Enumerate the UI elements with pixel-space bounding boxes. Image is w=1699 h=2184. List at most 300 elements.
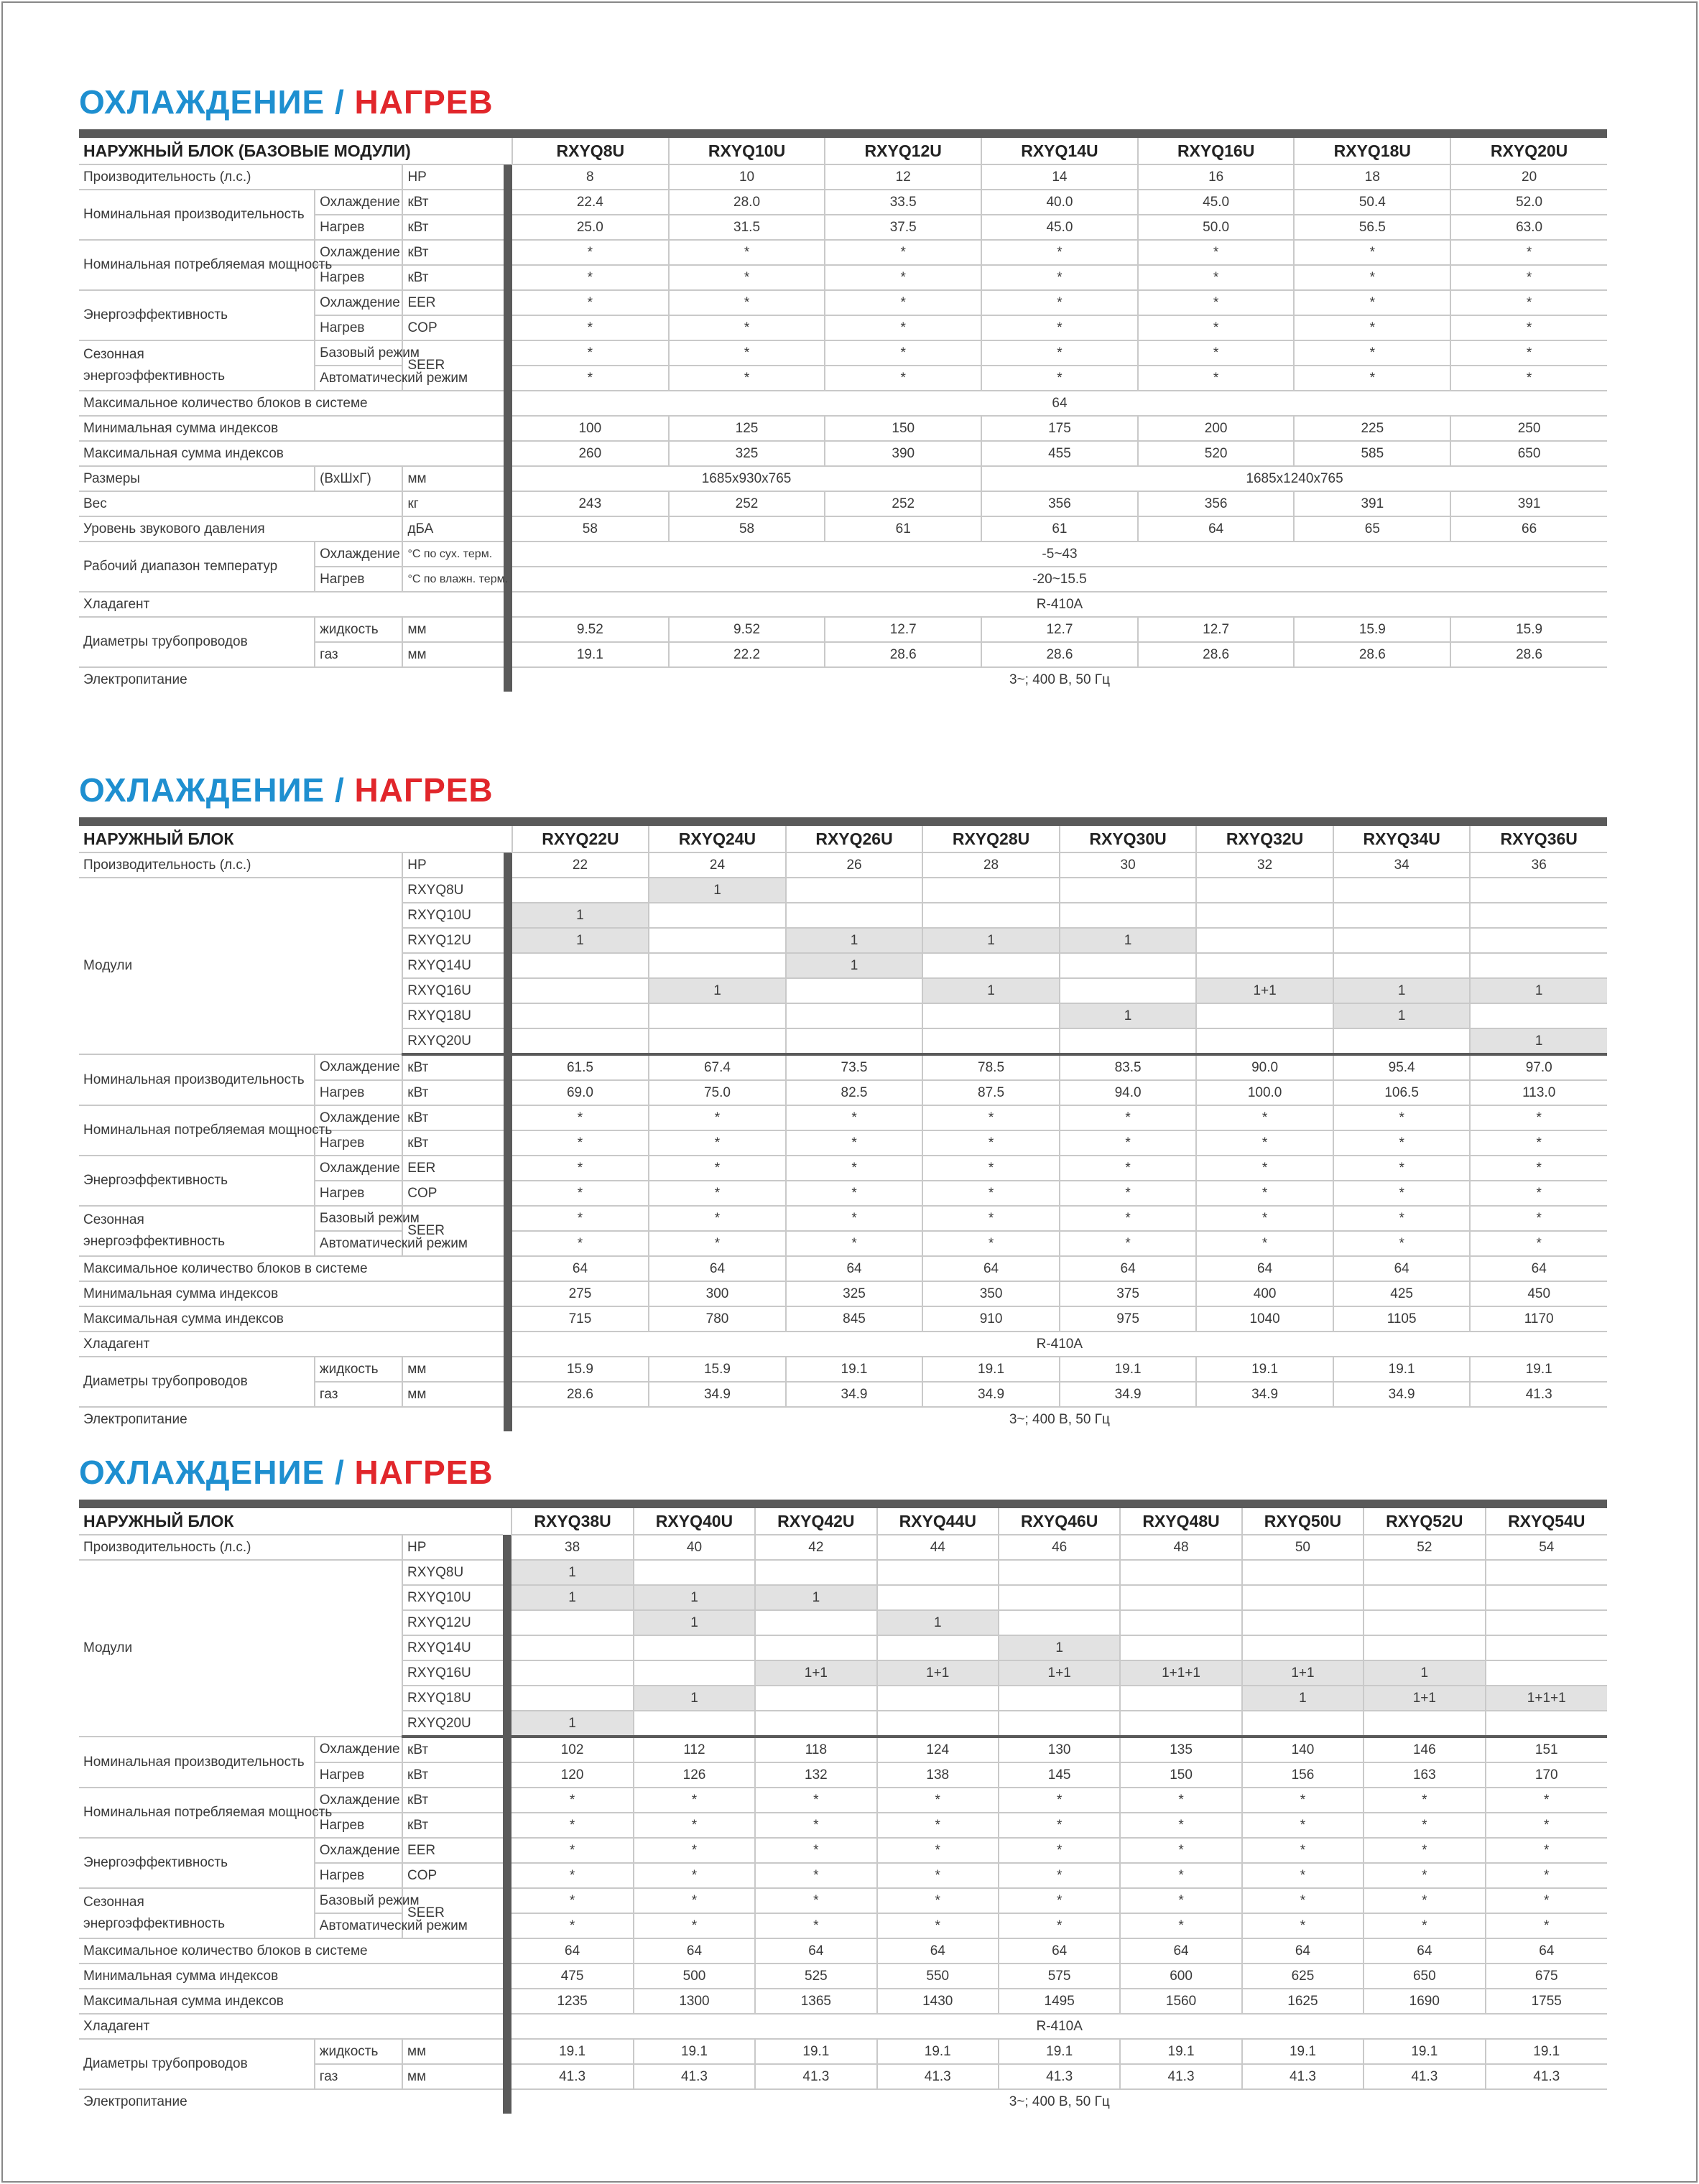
table-cell: Модули [79,1560,402,1737]
divider-bar [504,416,512,441]
model-header: RXYQ54U [1486,1504,1607,1535]
value-cell: 64 [1242,1938,1364,1964]
value-cell: 12 [825,164,981,190]
table-cell: газ [315,2064,402,2089]
value-cell: 163 [1364,1762,1485,1788]
value-cell: 28.6 [1138,642,1295,667]
value-cell: * [634,1863,755,1888]
value-cell: 19.1 [511,2039,633,2064]
value-cell: * [877,1838,999,1863]
value-cell: * [999,1813,1120,1838]
value-cell: * [1120,1913,1241,1938]
value-cell: 64 [922,1256,1060,1281]
table-cell: SEER [402,1206,503,1256]
table-cell: Охлаждение [315,1105,402,1130]
value-cell: * [1120,1788,1241,1813]
value-cell: * [1294,290,1450,315]
model-header: RXYQ32U [1196,822,1333,852]
model-header: RXYQ34U [1333,822,1471,852]
module-count [922,903,1060,928]
value-cell: 64 [786,1256,923,1281]
table-cell: Нагрев [315,265,402,290]
table-cell: Рабочий диапазон температур [79,542,315,592]
module-name: RXYQ12U [402,928,503,953]
module-count [999,1610,1120,1635]
value-cell: * [1138,290,1295,315]
module-count [1486,1585,1607,1610]
value-cell: 650 [1364,1964,1485,1989]
module-count [1470,903,1607,928]
table-row [79,290,1607,315]
value-cell: 34 [1333,852,1471,878]
table-row [79,1357,1607,1382]
value-cell: * [825,265,981,290]
table-row [79,667,1607,692]
value-cell: 34.9 [1196,1382,1333,1407]
table-cell: Автоматический режим [315,1913,402,1938]
section-title: ОХЛАЖДЕНИЕ / НАГРЕВ [79,1454,494,1491]
module-count: 1 [1333,978,1471,1003]
divider-bar [504,1181,512,1206]
module-count: 1+1 [755,1660,876,1686]
value-cell: 126 [634,1762,755,1788]
divider-bar [503,2064,511,2089]
value-cell: R-410A [512,1332,1607,1357]
value-cell: * [1120,1838,1241,1863]
table-cell: Максимальное количество блоков в системе [79,1256,504,1281]
value-cell: 600 [1120,1964,1241,1989]
value-cell: 36 [1470,852,1607,878]
value-cell: 475 [511,1964,633,1989]
table-row [79,1504,1607,1535]
module-count [922,1003,1060,1028]
divider-bar [504,340,512,366]
value-cell: 450 [1470,1281,1607,1306]
value-cell: * [511,1788,633,1813]
value-cell: * [1333,1156,1471,1181]
divider-bar [504,1231,512,1256]
value-cell: 300 [649,1281,786,1306]
value-cell: 19.1 [634,2039,755,2064]
spec-table-38-54 [79,1500,1607,2114]
divider-bar [503,1788,511,1813]
module-count [1486,1660,1607,1686]
value-cell: 65 [1294,516,1450,542]
table-row [79,1938,1607,1964]
value-cell: 41.3 [999,2064,1120,2089]
value-cell: * [922,1231,1060,1256]
value-cell: 252 [669,491,825,516]
value-cell: 243 [512,491,669,516]
module-count: 1+1 [1242,1660,1364,1686]
table-row [79,1281,1607,1306]
table-cell: Номинальная производительность [79,1737,315,1788]
module-count [649,903,786,928]
value-cell: * [1470,1181,1607,1206]
value-cell: 1625 [1242,1989,1364,2014]
module-count [877,1635,999,1660]
divider-bar [504,878,512,903]
value-cell: 138 [877,1762,999,1788]
value-cell: R-410A [512,592,1607,617]
value-cell: 22.2 [669,642,825,667]
value-cell: * [1196,1130,1333,1156]
value-cell: * [669,290,825,315]
value-cell: 146 [1364,1737,1485,1762]
value-cell: 61 [981,516,1138,542]
divider-bar [504,953,512,978]
value-cell: * [1196,1206,1333,1231]
table-cell [79,1888,315,1938]
value-cell: * [922,1156,1060,1181]
divider-bar [503,1762,511,1788]
model-header: RXYQ22U [512,822,649,852]
value-cell: 41.3 [634,2064,755,2089]
table-cell: Производительность (л.с.) [79,1535,402,1560]
value-cell: * [786,1156,923,1181]
divider-bar [503,1813,511,1838]
table-cell: Номинальная потребляемая мощность [79,1788,315,1838]
module-count [1196,903,1333,928]
value-cell: 350 [922,1281,1060,1306]
value-cell: 550 [877,1964,999,1989]
value-cell: 845 [786,1306,923,1332]
table-cell: кВт [402,1105,503,1130]
value-cell: 14 [981,164,1138,190]
module-count [1060,1028,1197,1054]
divider-bar [504,215,512,240]
spec-table-base [79,129,1607,692]
table-cell: Номинальная производительность [79,1054,315,1105]
value-cell: 390 [825,441,981,466]
value-cell: 64 [1196,1256,1333,1281]
value-cell: * [981,265,1138,290]
module-count [1470,1003,1607,1028]
module-count [1120,1610,1241,1635]
table-row [79,1560,1607,1585]
module-count [1242,1711,1364,1737]
divider-bar [504,134,512,164]
table-cell: жидкость [315,2039,402,2064]
divider-bar [504,240,512,265]
table-cell: Максимальное количество блоков в системе [79,391,504,416]
value-cell: 118 [755,1737,876,1762]
value-cell: * [1486,1838,1607,1863]
table-row [79,1206,1607,1231]
value-cell: * [511,1838,633,1863]
divider-bar [504,1281,512,1306]
value-cell: * [1196,1181,1333,1206]
value-cell: * [825,366,981,391]
value-cell: 95.4 [1333,1054,1471,1080]
module-count [877,1711,999,1737]
divider-bar [504,466,512,491]
value-cell: 100 [512,416,669,441]
model-header: RXYQ50U [1242,1504,1364,1535]
value-cell: * [999,1913,1120,1938]
value-cell: 10 [669,164,825,190]
module-count [649,928,786,953]
model-header: RXYQ48U [1120,1504,1241,1535]
table-cell: Нагрев [315,1762,402,1788]
module-count: 1 [1470,1028,1607,1054]
value-cell: * [1450,240,1607,265]
value-cell: 30 [1060,852,1197,878]
table-cell: Нагрев [315,1080,402,1105]
value-cell: 113.0 [1470,1080,1607,1105]
table-cell: Базовый режим [315,1206,402,1231]
value-cell: * [1196,1231,1333,1256]
module-count: 1+1 [1196,978,1333,1003]
table-cell: Максимальная сумма индексов [79,1306,504,1332]
module-count [1333,953,1471,978]
spec-table-22-36 [79,817,1607,1431]
value-cell: * [512,1130,649,1156]
table-cell: кВт [402,1080,503,1105]
table-cell: SEER [402,340,503,391]
value-cell: 19.1 [922,1357,1060,1382]
value-cell: 150 [1120,1762,1241,1788]
table-cell: SEER [402,1888,503,1938]
module-count [922,1028,1060,1054]
value-cell: 34.9 [649,1382,786,1407]
value-cell: 28.6 [825,642,981,667]
table-cell: Охлаждение [315,290,402,315]
table-row [79,491,1607,516]
value-cell: 94.0 [1060,1080,1197,1105]
value-cell: 625 [1242,1964,1364,1989]
value-cell: * [1333,1130,1471,1156]
value-cell: * [1294,340,1450,366]
value-cell: 9.52 [669,617,825,642]
divider-bar [503,1535,511,1560]
table-cell: кВт [402,265,503,290]
divider-bar [504,1206,512,1231]
value-cell: * [1060,1181,1197,1206]
value-cell: 56.5 [1294,215,1450,240]
divider-bar [504,164,512,190]
divider-bar [503,1504,511,1535]
value-cell: 34.9 [1060,1382,1197,1407]
module-count [634,1711,755,1737]
module-count [786,978,923,1003]
value-cell: 1685x1240x765 [981,466,1607,491]
value-cell: * [1242,1863,1364,1888]
value-cell: * [1242,1913,1364,1938]
module-count: 1 [999,1635,1120,1660]
table-cell: Вес [79,491,402,516]
module-count [634,1635,755,1660]
value-cell: 28 [922,852,1060,878]
table-cell: Энергоэффективность [79,1156,315,1206]
divider-bar [504,978,512,1003]
value-cell: 3~; 400 В, 50 Гц [1009,1411,1110,1427]
value-cell: * [755,1863,876,1888]
module-count [1120,1635,1241,1660]
value-cell: * [512,1156,649,1181]
table-cell: Диаметры трубопроводов [79,617,315,667]
seasonal-label-1: Сезонная [83,347,144,362]
value-cell: * [1450,315,1607,340]
value-cell: 37.5 [825,215,981,240]
section-combos-22-36 [79,768,1607,1431]
value-cell: * [922,1206,1060,1231]
module-name: RXYQ16U [402,1660,503,1686]
value-cell: 32 [1196,852,1333,878]
value-cell: * [1120,1813,1241,1838]
value-cell: * [1364,1913,1485,1938]
value-cell: 15.9 [649,1357,786,1382]
value-cell: * [1486,1888,1607,1913]
value-cell: 19.1 [786,1357,923,1382]
model-header: RXYQ16U [1138,134,1295,164]
divider-bar [503,1888,511,1913]
table-cell: HP [402,852,503,878]
module-name: RXYQ20U [402,1028,503,1054]
seasonal-label-1: Сезонная [83,1212,144,1227]
model-header: RXYQ18U [1294,134,1450,164]
value-cell: 64 [1120,1938,1241,1964]
value-cell: 69.0 [512,1080,649,1105]
value-cell: * [1294,265,1450,290]
value-cell: 31.5 [669,215,825,240]
value-cell: 15.9 [512,1357,649,1382]
value-cell: * [999,1788,1120,1813]
table-cell: Номинальная потребляемая мощность [79,240,315,290]
value-cell: 44 [877,1535,999,1560]
value-cell: * [786,1181,923,1206]
module-count [1196,1003,1333,1028]
value-cell: * [755,1888,876,1913]
module-count [755,1711,876,1737]
module-count [1120,1711,1241,1737]
value-cell: 19.1 [999,2039,1120,2064]
table-cell [79,340,315,391]
table-row [79,1888,1607,1913]
value-cell: * [877,1813,999,1838]
table-cell: Диаметры трубопроводов [79,1357,315,1407]
module-count: 1 [1333,1003,1471,1028]
value-cell: 45.0 [981,215,1138,240]
model-header: RXYQ42U [755,1504,876,1535]
table-row [79,1054,1607,1080]
value-cell: * [669,315,825,340]
value-cell: 200 [1138,416,1295,441]
value-cell: * [1138,366,1295,391]
value-cell: * [634,1788,755,1813]
value-cell: * [512,1231,649,1256]
value-cell: * [1138,265,1295,290]
table-row [79,416,1607,441]
module-count [1486,1635,1607,1660]
value-cell: 650 [1450,441,1607,466]
module-count [649,1003,786,1028]
module-count [1060,978,1197,1003]
table-row [79,164,1607,190]
module-name: RXYQ12U [402,1610,503,1635]
value-cell: * [825,315,981,340]
table-cell: мм [402,617,503,642]
value-cell: 1235 [511,1989,633,2014]
value-cell: * [786,1130,923,1156]
module-count: 1 [922,928,1060,953]
divider-bar [504,822,512,852]
value-cell: * [1364,1863,1485,1888]
module-count [999,1686,1120,1711]
value-cell: 41.3 [1120,2064,1241,2089]
value-cell: 455 [981,441,1138,466]
table-row [79,2014,1607,2039]
module-count [1333,928,1471,953]
value-cell: 64 [512,1256,649,1281]
table-cell: мм [402,2064,503,2089]
module-count [512,878,649,903]
value-cell: * [1333,1181,1471,1206]
value-cell: * [755,1813,876,1838]
table-row [79,852,1607,878]
value-cell: * [1138,315,1295,340]
value-cell: * [1060,1206,1197,1231]
value-cell: 75.0 [649,1080,786,1105]
value-cell: 50.4 [1294,190,1450,215]
module-count: 1 [511,1585,633,1610]
divider-bar [503,1863,511,1888]
value-cell: 12.7 [1138,617,1295,642]
table-cell: Модули [79,878,402,1054]
value-cell: * [825,290,981,315]
value-cell: R-410A [511,2014,1607,2039]
divider-bar [504,1332,512,1357]
value-cell: 97.0 [1470,1054,1607,1080]
table-header-label: НАРУЖНЫЙ БЛОК [79,1504,503,1535]
table-row [79,822,1607,852]
divider-bar [504,516,512,542]
module-count [1196,1028,1333,1054]
table-cell: кВт [402,1130,503,1156]
value-cell: 64 [755,1938,876,1964]
value-cell: 130 [999,1737,1120,1762]
value-cell: * [511,1913,633,1938]
table-cell: Размеры [79,466,315,491]
section-base-modules [79,80,1607,692]
divider-bar [504,441,512,466]
module-count [1470,878,1607,903]
value-cell: * [1294,366,1450,391]
value-cell: * [786,1206,923,1231]
seasonal-label-2: энергоэффективность [83,1916,226,1931]
table-cell: Охлаждение [315,1156,402,1181]
table-cell: Нагрев [315,1181,402,1206]
module-count: 1 [649,978,786,1003]
table-cell: EER [402,1156,503,1181]
value-cell: 41.3 [1242,2064,1364,2089]
module-count: 1 [1470,978,1607,1003]
value-cell: 175 [981,416,1138,441]
table-cell: Номинальная потребляемая мощность [79,1105,315,1156]
value-cell: * [1450,340,1607,366]
value-cell: 64 [512,391,1607,416]
value-cell: 225 [1294,416,1450,441]
value-cell: * [1242,1813,1364,1838]
divider-bar [503,1838,511,1863]
value-cell: * [1294,315,1450,340]
value-cell: 1365 [755,1989,876,2014]
divider-bar [503,1737,511,1762]
value-cell: * [511,1888,633,1913]
module-count: 1 [922,978,1060,1003]
divider-bar [504,1054,512,1080]
value-cell: * [981,315,1138,340]
